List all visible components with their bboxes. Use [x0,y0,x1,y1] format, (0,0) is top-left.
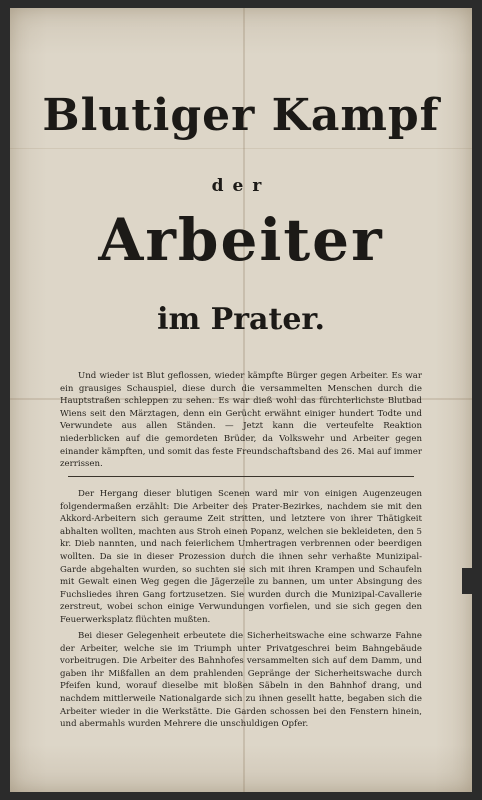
body-paragraph-2: Der Hergang dieser blutigen Scenen ward mir von einigen Augenzeugen folgendermaßen erzählt: Die Arbeiter des Prater-Bezirkes, nachdem sie mit den Akkord-Arbeitern sich geraume Zeit stritten, und letztere von ihrer Thätigkeit abhalten wollten, machten aus Stroh einen Popanz, welchen sie bekleideten, den 5 kr. Dieb nannten, und nach feierlichem Umhertragen verbrennen oder beerdigen wollten. Da sie in dieser Prozession durch die ihnen sehr verhaßte Munizipal-Garde abgehalten wurden, so suchten sie sich mit ihren Krampen und Schaufeln mit Gewalt einen Weg gegen die Jägerzeile zu bannen, um unter Absingung des Fuchsliedes ihren Gang fortzusetzen. Sie wurden durch die Munizipal-Cavallerie zerstreut, wobei schon einige Verwundungen vorfielen, und sie sich gegen den Feuerwerksplatz flüchten mußten. [60,489,422,625]
body-paragraph-1: Und wieder ist Blut geflossen, wieder kämpfte Bürger gegen Arbeiter. Es war ein grausiges Schauspiel, diese durch die versammelten Menschen durch die Hauptstraßen schleppen zu sehen. Es war dieß wohl das fürchterlichste Blutbad Wiens seit den Märztagen, denn ein Gerücht erwähnt einiger hundert Todte und Verwundete aus allen Ständen. — Jetzt kann die verteufelte Reaktion niederblicken auf die gemordeten Brüder, da Volkswehr und Arbeiter gegen einander kämpften, und somit das feste Freundschaftsband des 26. Mai auf immer zerrissen. [60,371,422,470]
title-line-2: der [211,176,271,196]
section-divider [68,476,414,477]
title-line-1: Blutiger Kampf [42,90,440,141]
paper-tear [462,568,472,594]
title-line-3: Arbeiter [98,206,384,274]
paper-fold-horizontal-upper [10,148,472,149]
title-line-4: im Prater. [157,302,325,337]
document-sheet [10,8,472,792]
body-paragraph-3: Bei dieser Gelegenheit erbeutete die Sicherheitswache eine schwarze Fahne der Arbeiter, welche sie im Triumph unter Privatgeschrei beim Bahngebäude vorbeitrugen. Die Arbeiter des Bahnhofes versammelten sich auf dem Damm, und gaben ihr Mißfallen an dem prahlenden Gepränge der Sicherheitswache durch Pfeifen kund, worauf dieselbe mit bloßen Säbeln in den Bahnhof drang, und nachdem mittlerweile Nationalgarde sich zu ihnen gesellt hatte, begaben sich die Arbeiter wieder in die Werkstätte. Die Garden schossen bei den Fenstern hinein, und abermahls wurden Mehrere die unschuldigen Opfer. [60,631,422,730]
